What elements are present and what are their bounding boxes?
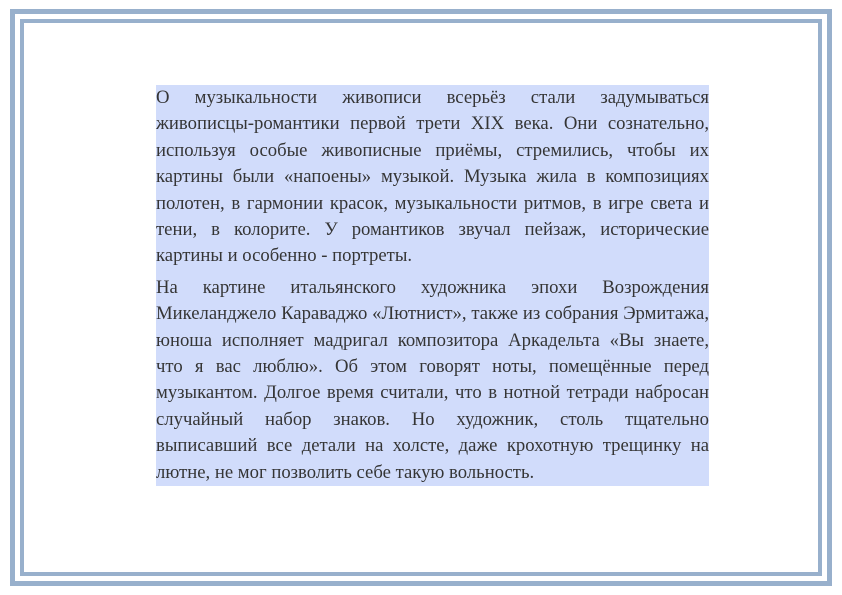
body-text-box — [156, 85, 709, 486]
paragraph-romantics: О музыкальности живописи всерьёз стали задумываться живописцы-романтики первой трети XIX века. Они сознательно, используя особые живописные приёмы, стремились, чтобы их картины были «напоены» музыкой. Музыка жила в композициях полотен, в гармонии красок, музыкальности ритмов, в игре света и тени, в колорите. У романтиков звучал пейзаж, исторические картины и особенно - портреты. — [156, 85, 709, 270]
paragraph-caravaggio: На картине итальянского художника эпохи Возрождения Микеланджело Караваджо «Лютнист», также из собрания Эрмитажа, юноша исполняет мадригал композитора Аркадельта «Вы знаете, что я вас люблю». Об этом говорят ноты, помещённые перед музыкантом. Долгое время считали, что в нотной тетради набросан случайный набор знаков. Но художник, столь тщательно выписавший все детали на холсте, даже крохотную трещинку на лютне, не мог позволить себе такую вольность. — [156, 270, 709, 486]
